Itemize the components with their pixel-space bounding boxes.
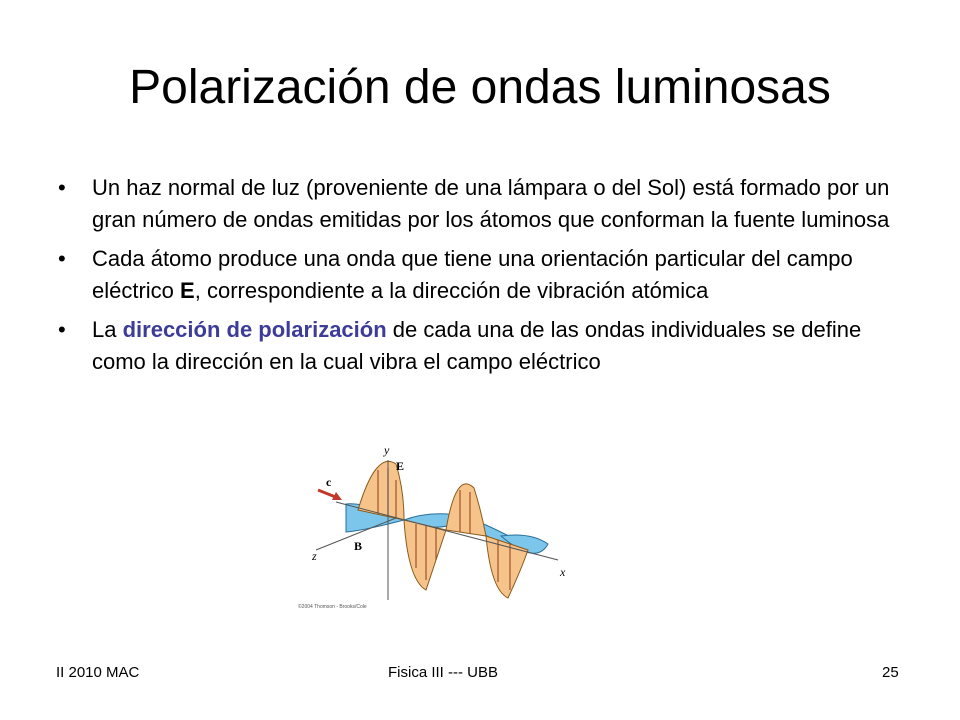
slide-title: Polarización de ondas luminosas	[129, 61, 831, 114]
x-axis	[336, 502, 558, 560]
propagation-arrow	[318, 490, 342, 500]
em-wave-figure	[296, 440, 586, 612]
axis-label-x: x	[560, 565, 566, 579]
footer-left: II 2010 MAC	[56, 664, 140, 681]
label-B: B	[354, 539, 363, 553]
bullet-text: Cada átomo produce una onda que tiene una orientación particular del campo eléctrico	[92, 246, 853, 303]
highlighted-term: dirección de polarización	[122, 317, 387, 342]
axis-label-y: y	[384, 443, 390, 457]
bullet-text: de cada una de las ondas individuales se define como la dirección en la cual vibra el campo eléctrico	[92, 317, 862, 374]
e-lobe	[446, 484, 486, 536]
bullet-item	[58, 314, 908, 377]
bullet-text: Un haz normal de luz (proveniente de una lámpara o del Sol) está formado por un gran número de ondas emitidas por los átomos que conforman la fuente luminosa	[92, 175, 890, 232]
copyright-credit: ©2004 Thomson - Brooks/Cole	[298, 604, 367, 610]
bullet-text: , correspondiente a la dirección de vibración atómica	[194, 277, 709, 303]
field-symbol-E: E	[180, 277, 195, 303]
bullet-list	[58, 172, 908, 385]
bullet-text: La	[92, 317, 123, 342]
footer-center: Fisica III --- UBB	[388, 664, 499, 681]
label-c: c	[326, 475, 332, 489]
e-lobe	[404, 520, 446, 590]
bullet-dot: •	[58, 317, 66, 342]
bullet-dot: •	[58, 175, 66, 200]
bullet-item	[58, 172, 908, 235]
bullet-dot: •	[58, 246, 66, 271]
label-E: E	[396, 459, 405, 473]
page-number: 25	[882, 664, 899, 681]
axis-label-z: z	[312, 549, 317, 563]
bullet-item	[58, 243, 908, 306]
